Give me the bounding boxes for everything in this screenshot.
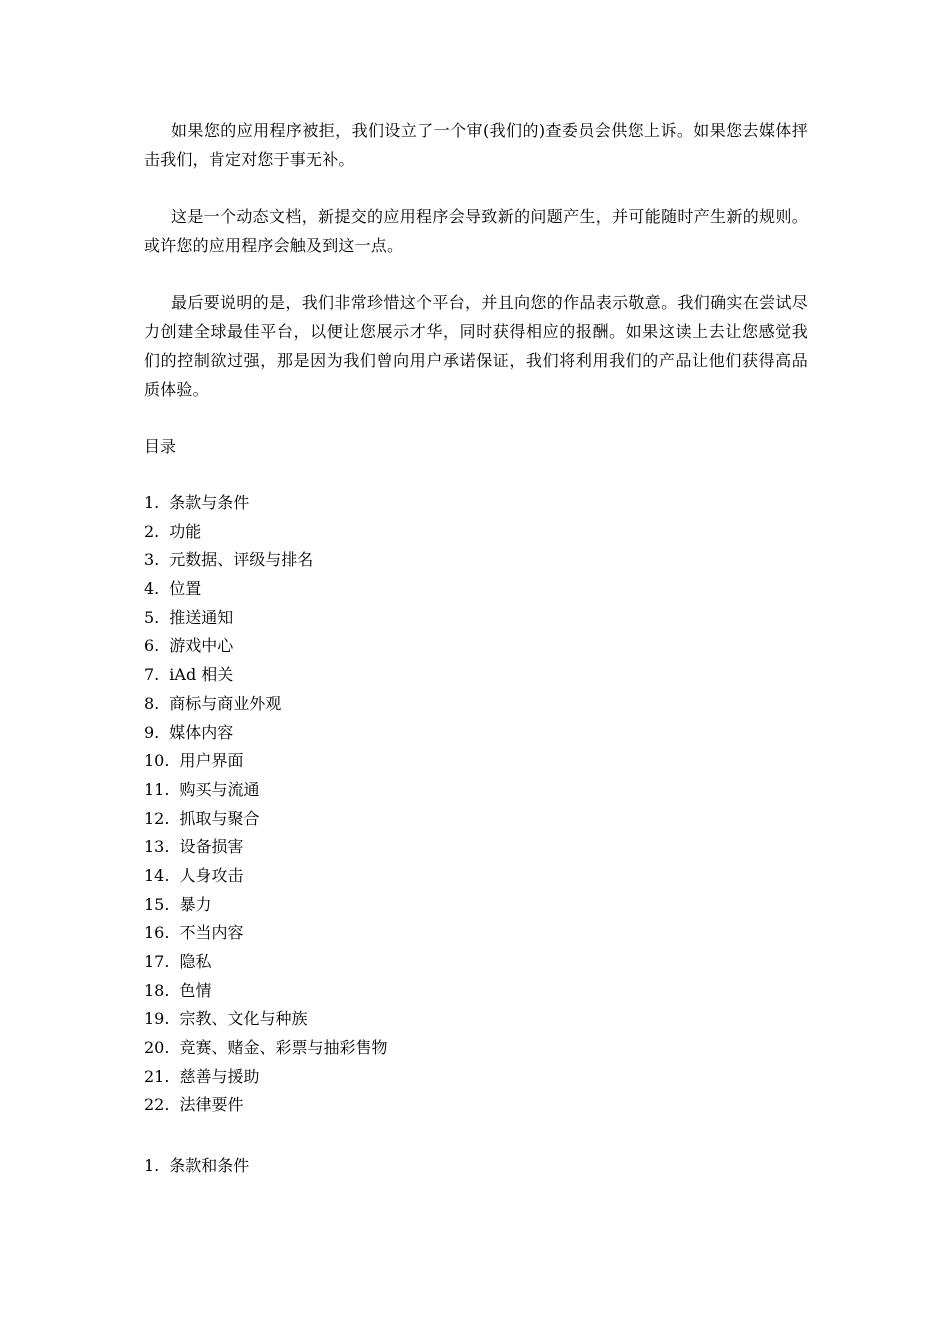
paragraph-appeal: 如果您的应用程序被拒，我们设立了一个审(我们的)查委员会供您上诉。如果您去媒体抨击我们，肯定对您于事无补。 [144, 121, 808, 169]
section-title: 条款和条件 [169, 1156, 250, 1175]
toc-item-number: 12. [144, 808, 170, 828]
toc-item-label: 商标与商业外观 [169, 693, 282, 713]
toc-item [144, 489, 387, 518]
toc-item [144, 604, 387, 633]
toc-item-number: 18. [144, 980, 170, 1000]
toc-item-number: 21. [144, 1066, 170, 1086]
toc-item-label: 抓取与聚合 [179, 808, 260, 828]
toc-item-number: 5. [144, 607, 160, 627]
section-number: 1. [144, 1156, 160, 1175]
toc-item-label: 位置 [169, 579, 202, 599]
toc-item [144, 776, 387, 805]
toc-item [144, 518, 387, 547]
toc-title: 目录 [144, 437, 177, 456]
toc-item-label: iAd 相关 [169, 665, 234, 685]
toc-item-number: 9. [144, 722, 160, 742]
toc-item-label: 媒体内容 [169, 722, 234, 742]
toc-item-number: 13. [144, 837, 170, 857]
toc-item [144, 719, 387, 748]
section-heading [144, 1151, 249, 1180]
toc-item-number: 4. [144, 579, 160, 599]
toc-item-number: 14. [144, 865, 170, 885]
toc-item-number: 17. [144, 952, 170, 971]
toc-item [144, 1063, 387, 1092]
toc-item [144, 690, 387, 719]
toc-item-number: 11. [144, 779, 170, 799]
toc-item-number: 3. [144, 550, 160, 570]
toc-item-label: 色情 [179, 980, 212, 1000]
toc-item-label: 游戏中心 [169, 636, 234, 656]
toc-item-number: 19. [144, 1009, 170, 1029]
toc-item [144, 747, 387, 776]
toc-item-label: 不当内容 [179, 923, 244, 943]
toc-item-label: 宗教、文化与种族 [179, 1009, 308, 1029]
toc-item [144, 805, 387, 834]
toc-item-label: 法律要件 [179, 1095, 244, 1115]
toc-item [144, 632, 387, 661]
toc-item-label: 设备损害 [179, 837, 244, 857]
toc-item [144, 862, 387, 891]
toc-item-number: 2. [144, 521, 160, 541]
toc-item [144, 546, 387, 575]
toc-list [144, 489, 387, 1120]
toc-item-number: 15. [144, 894, 170, 914]
toc-item-label: 购买与流通 [179, 779, 260, 799]
toc-item-label: 竞赛、赌金、彩票与抽彩售物 [179, 1038, 388, 1058]
toc-item-number: 6. [144, 636, 160, 656]
toc-item-number: 20. [144, 1038, 170, 1058]
toc-item [144, 575, 387, 604]
toc-item-label: 功能 [169, 521, 202, 541]
toc-item-label: 慈善与援助 [179, 1066, 260, 1086]
toc-item-label: 人身攻击 [179, 865, 244, 885]
toc-item-label: 条款与条件 [169, 493, 250, 512]
toc-item [144, 661, 387, 690]
toc-item-number: 1. [144, 493, 160, 512]
toc-item [144, 919, 387, 948]
paragraph-living-document: 这是一个动态文档，新提交的应用程序会导致新的问题产生，并可能随时产生新的规则。或许您的应用程序会触及到这一点。 [144, 207, 808, 255]
toc-item-number: 8. [144, 693, 160, 713]
toc-item [144, 1091, 387, 1120]
toc-item [144, 948, 387, 977]
paragraph-closing: 最后要说明的是，我们非常珍惜这个平台，并且向您的作品表示敬意。我们确实在尝试尽力创建全球最佳平台，以便让您展示才华，同时获得相应的报酬。如果这读上去让您感觉我们的控制欲过强，那是因为我们曾向用户承诺保证，我们将利用我们的产品让他们获得高品质体验。 [144, 293, 808, 399]
toc-item [144, 891, 387, 920]
toc-item [144, 833, 387, 862]
toc-item [144, 977, 387, 1006]
toc-item-label: 元数据、评级与排名 [169, 550, 314, 570]
toc-item-label: 推送通知 [169, 607, 234, 627]
toc-item-number: 10. [144, 751, 170, 771]
toc-item-number: 22. [144, 1095, 170, 1115]
toc-item-label: 用户界面 [179, 751, 244, 771]
toc-item-number: 16. [144, 923, 170, 943]
toc-item-number: 7. [144, 665, 160, 685]
toc-item-label: 暴力 [179, 894, 212, 914]
toc-item [144, 1034, 387, 1063]
toc-item [144, 1005, 387, 1034]
toc-item-label: 隐私 [179, 952, 212, 971]
